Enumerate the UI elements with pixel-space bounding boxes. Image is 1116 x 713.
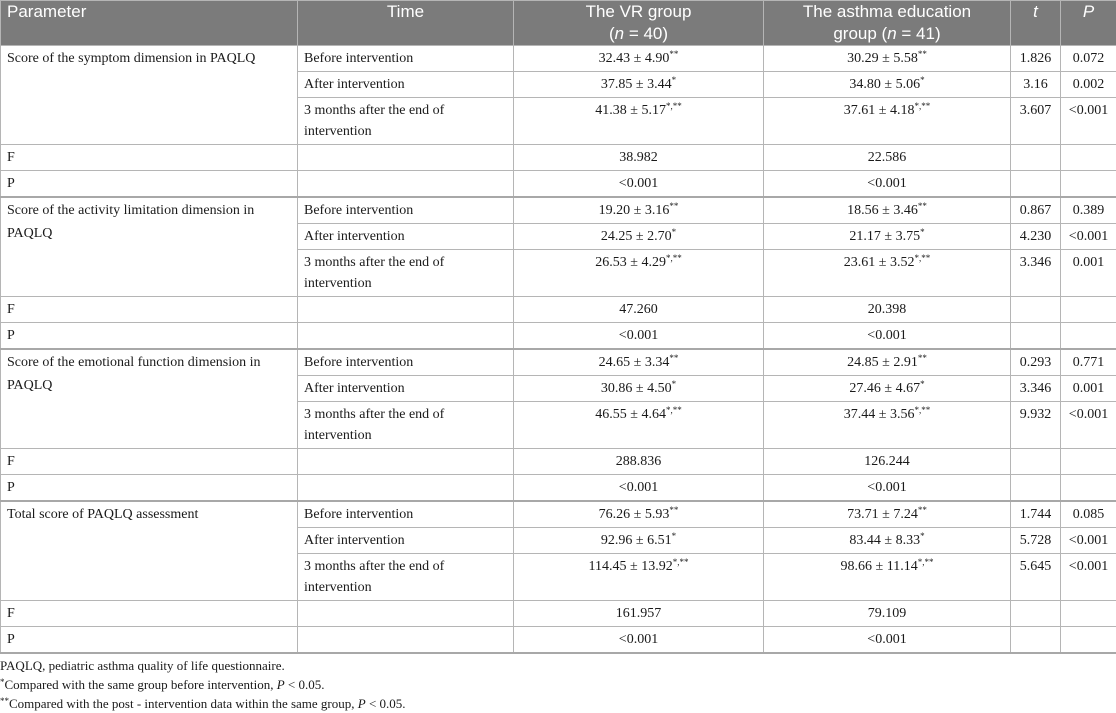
f-edu-cell-value: 20.398 <box>867 302 907 317</box>
education-group-cell-significance-mark: *,** <box>914 405 931 415</box>
education-group-cell-significance-mark: ** <box>917 201 927 211</box>
vr-group-cell-significance-mark: *,** <box>665 405 682 415</box>
footnote-single-star-p: P <box>276 677 285 692</box>
f-t-empty-cell <box>1011 601 1061 627</box>
time-cell-value: Before intervention <box>304 507 414 522</box>
vr-group-cell-significance-mark: ** <box>669 505 679 515</box>
t-value-cell-value: 3.346 <box>1019 255 1052 270</box>
footnote-double-star-tail: < 0.05. <box>365 696 406 711</box>
p-label-cell <box>1 171 298 198</box>
p-value-cell-value: <0.001 <box>1068 229 1109 244</box>
time-cell-value: 3 months after the end of intervention <box>304 407 445 443</box>
time-cell-value: 3 months after the end of intervention <box>304 103 445 139</box>
f-time-empty-cell <box>298 601 514 627</box>
p-value-cell-value: 0.389 <box>1072 203 1105 218</box>
vr-group-cell-significance-mark: * <box>671 531 677 541</box>
p-t-empty-cell <box>1011 475 1061 502</box>
p-value-cell-value: <0.001 <box>1068 559 1109 574</box>
f-vr-cell <box>514 145 764 171</box>
t-value-cell-value: 4.230 <box>1019 229 1052 244</box>
vr-group-cell <box>514 554 764 601</box>
education-group-cell-significance-mark: * <box>920 227 925 237</box>
p-value-cell <box>1061 402 1116 449</box>
t-value-cell-value: 5.645 <box>1019 559 1052 574</box>
t-value-cell <box>1011 402 1061 449</box>
vr-group-cell-value: 76.26 ± 5.93 <box>598 507 670 522</box>
f-edu-cell <box>764 449 1011 475</box>
p-label-cell-value: P <box>7 328 15 343</box>
t-value-cell-value: 3.607 <box>1019 103 1052 118</box>
parameter-cell-value: Total score of PAQLQ assessment <box>7 507 199 522</box>
header-edu-count: = 41) <box>896 24 941 43</box>
p-value-cell <box>1061 224 1116 250</box>
vr-group-cell-value: 32.43 ± 4.90 <box>598 51 670 66</box>
education-group-cell-value: 37.61 ± 4.18 <box>843 103 915 118</box>
p-vr-cell-value: <0.001 <box>618 480 659 495</box>
t-value-cell <box>1011 46 1061 72</box>
p-value-cell-value: 0.072 <box>1072 51 1105 66</box>
f-vr-cell <box>514 297 764 323</box>
vr-group-cell <box>514 528 764 554</box>
t-value-cell <box>1011 554 1061 601</box>
education-group-cell-value: 83.44 ± 8.33 <box>849 533 921 548</box>
header-time: Time <box>298 1 514 46</box>
header-education-group <box>764 1 1011 46</box>
time-cell-value: Before intervention <box>304 355 414 370</box>
p-vr-cell <box>514 171 764 198</box>
table-header-row <box>1 1 1116 46</box>
vr-group-cell-value: 19.20 ± 3.16 <box>598 203 670 218</box>
parameter-cell <box>1 46 298 145</box>
p-label-cell-value: P <box>7 632 15 647</box>
time-cell <box>298 349 514 376</box>
education-group-cell-significance-mark: * <box>920 75 925 85</box>
time-cell <box>298 46 514 72</box>
header-edu-line1: The asthma education <box>802 2 972 21</box>
p-p-empty-cell <box>1061 627 1116 654</box>
time-cell-value: Before intervention <box>304 51 414 66</box>
p-value-cell <box>1061 528 1116 554</box>
parameter-cell-value: Score of the symptom dimension in PAQLQ <box>7 51 256 66</box>
parameter-cell <box>1 349 298 449</box>
p-value-cell-value: 0.085 <box>1072 507 1105 522</box>
f-label-cell-value: F <box>7 150 15 165</box>
f-p-empty-cell <box>1061 297 1116 323</box>
f-time-empty-cell <box>298 297 514 323</box>
vr-group-cell <box>514 46 764 72</box>
education-group-cell <box>764 402 1011 449</box>
p-label-cell <box>1 475 298 502</box>
education-group-cell-value: 24.85 ± 2.91 <box>847 355 918 370</box>
vr-group-cell-value: 41.38 ± 5.17 <box>595 103 666 118</box>
time-cell-value: After intervention <box>304 77 405 92</box>
f-vr-cell-value: 38.982 <box>619 150 658 165</box>
p-vr-cell <box>514 323 764 350</box>
p-time-empty-cell <box>298 171 514 198</box>
t-value-cell <box>1011 98 1061 145</box>
footnote-single-star-tail: < 0.05. <box>284 677 325 692</box>
vr-group-cell-value: 114.45 ± 13.92 <box>588 559 673 574</box>
p-vr-cell-value: <0.001 <box>618 632 659 647</box>
table-row <box>1 501 1116 528</box>
f-t-empty-cell <box>1011 145 1061 171</box>
p-t-empty-cell <box>1011 323 1061 350</box>
t-value-cell-value: 0.293 <box>1019 355 1052 370</box>
f-label-cell <box>1 297 298 323</box>
vr-group-cell-value: 30.86 ± 4.50 <box>600 381 672 396</box>
footnote-double-star <box>0 694 1116 713</box>
f-label-cell <box>1 601 298 627</box>
f-vr-cell <box>514 449 764 475</box>
p-vr-cell <box>514 475 764 502</box>
t-value-cell-value: 5.728 <box>1019 533 1052 548</box>
table-body <box>1 46 1116 654</box>
p-edu-cell-value: <0.001 <box>867 176 907 191</box>
t-value-cell <box>1011 501 1061 528</box>
education-group-cell-significance-mark: *,** <box>914 101 931 111</box>
p-label-cell <box>1 323 298 350</box>
f-time-empty-cell <box>298 449 514 475</box>
p-vr-cell-value: <0.001 <box>618 176 659 191</box>
t-value-cell-value: 3.16 <box>1023 77 1048 92</box>
p-value-cell <box>1061 349 1116 376</box>
vr-group-cell-value: 37.85 ± 3.44 <box>600 77 672 92</box>
f-statistic-row <box>1 145 1116 171</box>
f-label-cell-value: F <box>7 454 15 469</box>
f-vr-cell-value: 161.957 <box>615 606 662 621</box>
f-time-empty-cell <box>298 145 514 171</box>
education-group-cell <box>764 72 1011 98</box>
p-edu-cell <box>764 475 1011 502</box>
t-value-cell <box>1011 250 1061 297</box>
footnote-single-star <box>0 675 1116 694</box>
t-value-cell <box>1011 376 1061 402</box>
time-cell <box>298 528 514 554</box>
education-group-cell <box>764 349 1011 376</box>
p-label-cell-value: P <box>7 176 15 191</box>
education-group-cell <box>764 554 1011 601</box>
p-edu-cell-value: <0.001 <box>867 480 907 495</box>
table-row <box>1 349 1116 376</box>
vr-group-cell-significance-mark: * <box>671 75 677 85</box>
footnote-single-star-text: Compared with the same group before intervention, <box>4 677 277 692</box>
p-value-cell-value: 0.771 <box>1072 355 1105 370</box>
education-group-cell-significance-mark: ** <box>917 49 927 59</box>
vr-group-cell <box>514 376 764 402</box>
header-edu-prefix: group ( <box>833 24 888 43</box>
f-label-cell <box>1 449 298 475</box>
vr-group-cell-value: 46.55 ± 4.64 <box>595 407 666 422</box>
footnote-abbreviation: PAQLQ, pediatric asthma quality of life questionnaire. <box>0 658 285 673</box>
p-time-empty-cell <box>298 475 514 502</box>
time-cell <box>298 98 514 145</box>
f-label-cell <box>1 145 298 171</box>
time-cell-value: 3 months after the end of intervention <box>304 255 445 291</box>
p-p-empty-cell <box>1061 323 1116 350</box>
education-group-cell-value: 23.61 ± 3.52 <box>843 255 915 270</box>
education-group-cell-significance-mark: ** <box>917 353 927 363</box>
time-cell <box>298 197 514 224</box>
p-statistic-row <box>1 323 1116 350</box>
p-p-empty-cell <box>1061 475 1116 502</box>
education-group-cell-value: 30.29 ± 5.58 <box>847 51 918 66</box>
vr-group-cell-value: 26.53 ± 4.29 <box>595 255 666 270</box>
f-label-cell-value: F <box>7 606 15 621</box>
education-group-cell <box>764 376 1011 402</box>
education-group-cell <box>764 250 1011 297</box>
p-vr-cell <box>514 627 764 654</box>
p-value-cell <box>1061 501 1116 528</box>
footnote-double-star-text: Compared with the post - intervention data within the same group, <box>9 696 358 711</box>
education-group-cell-value: 27.46 ± 4.67 <box>849 381 921 396</box>
vr-group-cell-significance-mark: * <box>671 227 677 237</box>
header-edu-n: n <box>887 24 897 43</box>
p-value-cell-value: <0.001 <box>1068 103 1109 118</box>
p-time-empty-cell <box>298 627 514 654</box>
f-edu-cell <box>764 601 1011 627</box>
time-cell-value: After intervention <box>304 381 405 396</box>
footnote-double-star-mark: ** <box>0 696 9 706</box>
vr-group-cell-significance-mark: ** <box>669 49 679 59</box>
table-footnotes <box>0 656 1116 713</box>
p-edu-cell <box>764 323 1011 350</box>
f-statistic-row <box>1 449 1116 475</box>
vr-group-cell-significance-mark: ** <box>669 201 679 211</box>
vr-group-cell-significance-mark: *,** <box>665 101 682 111</box>
p-value-cell-value: 0.001 <box>1072 255 1105 270</box>
vr-group-cell <box>514 250 764 297</box>
f-vr-cell-value: 288.836 <box>615 454 662 469</box>
p-value-cell <box>1061 250 1116 297</box>
t-value-cell <box>1011 224 1061 250</box>
vr-group-cell <box>514 98 764 145</box>
f-vr-cell <box>514 601 764 627</box>
education-group-cell-value: 18.56 ± 3.46 <box>847 203 918 218</box>
p-edu-cell <box>764 171 1011 198</box>
education-group-cell-significance-mark: *,** <box>917 557 934 567</box>
p-value-cell <box>1061 46 1116 72</box>
p-statistic-row <box>1 475 1116 502</box>
header-p-label: P <box>1082 2 1095 21</box>
vr-group-cell <box>514 402 764 449</box>
time-cell <box>298 250 514 297</box>
vr-group-cell-significance-mark: *,** <box>665 253 682 263</box>
p-value-cell-value: <0.001 <box>1068 533 1109 548</box>
header-vr-line1: The VR group <box>585 2 692 21</box>
education-group-cell <box>764 501 1011 528</box>
p-label-cell <box>1 627 298 654</box>
table-row <box>1 46 1116 72</box>
vr-group-cell-value: 24.25 ± 2.70 <box>600 229 672 244</box>
p-vr-cell-value: <0.001 <box>618 328 659 343</box>
vr-group-cell <box>514 224 764 250</box>
t-value-cell <box>1011 528 1061 554</box>
education-group-cell <box>764 528 1011 554</box>
time-cell-value: 3 months after the end of intervention <box>304 559 445 595</box>
p-label-cell-value: P <box>7 480 15 495</box>
t-value-cell <box>1011 349 1061 376</box>
t-value-cell-value: 1.744 <box>1019 507 1052 522</box>
t-value-cell <box>1011 72 1061 98</box>
parameter-cell <box>1 501 298 601</box>
time-cell <box>298 376 514 402</box>
p-time-empty-cell <box>298 323 514 350</box>
education-group-cell-value: 21.17 ± 3.75 <box>849 229 921 244</box>
education-group-cell-value: 73.71 ± 7.24 <box>847 507 918 522</box>
education-group-cell-value: 34.80 ± 5.06 <box>849 77 921 92</box>
f-t-empty-cell <box>1011 449 1061 475</box>
header-t-label: t <box>1033 2 1038 21</box>
vr-group-cell-significance-mark: *,** <box>672 557 689 567</box>
p-edu-cell-value: <0.001 <box>867 328 907 343</box>
f-edu-cell <box>764 145 1011 171</box>
f-statistic-row <box>1 297 1116 323</box>
parameter-cell <box>1 197 298 297</box>
p-value-cell-value: 0.001 <box>1072 381 1105 396</box>
p-value-cell <box>1061 98 1116 145</box>
f-p-empty-cell <box>1061 601 1116 627</box>
education-group-cell <box>764 197 1011 224</box>
header-vr-n: n <box>614 24 625 43</box>
p-p-empty-cell <box>1061 171 1116 198</box>
header-vr-group: The VR group (n = 40) <box>514 1 764 46</box>
p-t-empty-cell <box>1011 171 1061 198</box>
footnote-single-star-mark: * <box>0 677 5 687</box>
table-row <box>1 197 1116 224</box>
p-t-empty-cell <box>1011 627 1061 654</box>
time-cell-value: After intervention <box>304 229 405 244</box>
t-value-cell-value: 0.867 <box>1019 203 1052 218</box>
f-t-empty-cell <box>1011 297 1061 323</box>
t-value-cell <box>1011 197 1061 224</box>
education-group-cell-value: 37.44 ± 3.56 <box>843 407 915 422</box>
vr-group-cell <box>514 501 764 528</box>
education-group-cell-value: 98.66 ± 11.14 <box>840 559 918 574</box>
p-value-cell <box>1061 554 1116 601</box>
p-value-cell <box>1061 376 1116 402</box>
vr-group-cell-value: 92.96 ± 6.51 <box>600 533 672 548</box>
vr-group-cell <box>514 197 764 224</box>
parameter-cell-value: Score of the emotional function dimension in PAQLQ <box>7 355 261 393</box>
time-cell <box>298 72 514 98</box>
p-value-cell-value: 0.002 <box>1072 77 1105 92</box>
header-t <box>1011 1 1061 46</box>
time-cell <box>298 501 514 528</box>
vr-group-cell <box>514 349 764 376</box>
f-vr-cell-value: 47.260 <box>619 302 658 317</box>
header-parameter: Parameter <box>1 1 298 46</box>
p-statistic-row <box>1 627 1116 654</box>
education-group-cell <box>764 98 1011 145</box>
f-edu-cell-value: 22.586 <box>867 150 907 165</box>
f-p-empty-cell <box>1061 449 1116 475</box>
p-value-cell-value: <0.001 <box>1068 407 1109 422</box>
t-value-cell-value: 9.932 <box>1019 407 1052 422</box>
time-cell <box>298 554 514 601</box>
parameter-cell-value: Score of the activity limitation dimension in PAQLQ <box>7 203 255 241</box>
education-group-cell-significance-mark: *,** <box>914 253 931 263</box>
education-group-cell <box>764 224 1011 250</box>
time-cell-value: After intervention <box>304 533 405 548</box>
p-value-cell <box>1061 197 1116 224</box>
time-cell-value: Before intervention <box>304 203 414 218</box>
header-vr-count: = 40) <box>624 24 669 43</box>
vr-group-cell <box>514 72 764 98</box>
p-edu-cell <box>764 627 1011 654</box>
time-cell <box>298 224 514 250</box>
education-group-cell-significance-mark: * <box>920 531 925 541</box>
f-edu-cell-value: 79.109 <box>867 606 907 621</box>
t-value-cell-value: 3.346 <box>1019 381 1052 396</box>
footnote-double-star-p: P <box>357 696 366 711</box>
f-label-cell-value: F <box>7 302 15 317</box>
header-p <box>1061 1 1116 46</box>
p-statistic-row <box>1 171 1116 198</box>
f-edu-cell <box>764 297 1011 323</box>
vr-group-cell-value: 24.65 ± 3.34 <box>598 355 670 370</box>
p-edu-cell-value: <0.001 <box>867 632 907 647</box>
vr-group-cell-significance-mark: * <box>671 379 677 389</box>
t-value-cell-value: 1.826 <box>1019 51 1052 66</box>
p-value-cell <box>1061 72 1116 98</box>
f-p-empty-cell <box>1061 145 1116 171</box>
education-group-cell-significance-mark: * <box>920 379 925 389</box>
f-edu-cell-value: 126.244 <box>864 454 910 469</box>
education-group-cell-significance-mark: ** <box>917 505 927 515</box>
education-group-cell <box>764 46 1011 72</box>
f-statistic-row <box>1 601 1116 627</box>
vr-group-cell-significance-mark: ** <box>669 353 679 363</box>
time-cell <box>298 402 514 449</box>
